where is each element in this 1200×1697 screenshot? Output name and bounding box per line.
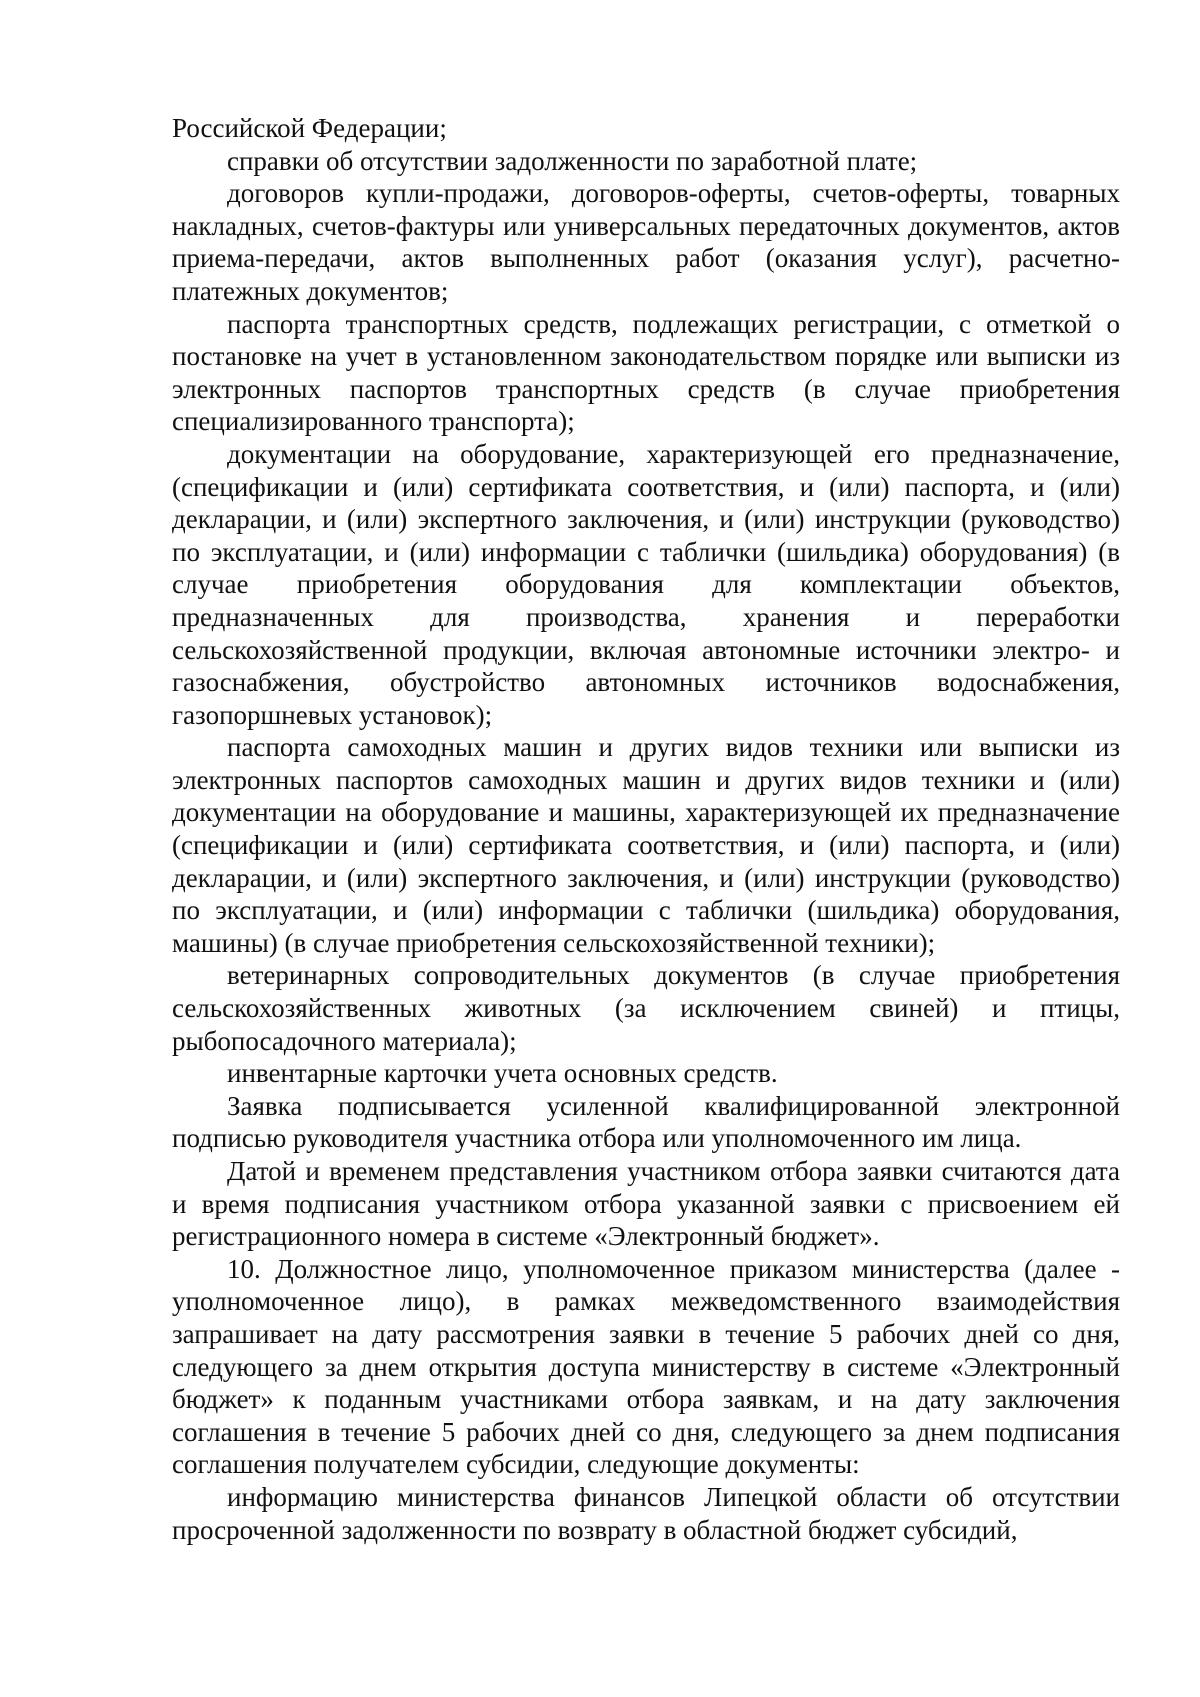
- paragraph-salary-debt-certificate: справки об отсутствии задолженности по заработной плате;: [227, 145, 918, 176]
- paragraph-section-10: 10. Должностное лицо, уполномоченное приказом министерства (далее - уполномоченное лицо), в рамках межведомственного взаимодействия запрашивает на дату рассмотрения заявки в течение 5 рабочих дней со дня, следующего за днем открытия доступа министерству в системе «Электронный бюджет» к поданным участниками отбора заявкам, и на дату заключения соглашения в течение 5 рабочих дней со дня, следующего за днем подписания соглашения получателем субсидии, следующие документы:: [172, 1253, 1120, 1480]
- paragraph-vehicle-passports: паспорта транспортных средств, подлежащих регистрации, с отметкой о постановке на учет в установленном законодательством порядке или выписки из электронных паспортов транспортных средств (в случае приобретения специализированного транспорта);: [172, 308, 1120, 437]
- document-body: [172, 112, 1120, 1546]
- paragraph-purchase-contracts: договоров купли-продажи, договоров-оферты, счетов-оферты, товарных накладных, счетов-фактуры или универсальных передаточных документов, актов приема-передачи, актов выполненных работ (оказания услуг), расчетно-платежных документов;: [172, 178, 1120, 306]
- paragraph-machinery-passports: паспорта самоходных машин и других видов техники или выписки из электронных паспортов самоходных машин и других видов техники и (или) документации на оборудование и машины, характеризующей их предназначение (спецификации и (или) сертификата соответствия, и (или) паспорта, и (или) декларации, и (или) экспертного заключения, и (или) инструкции (руководство) по эксплуатации, и (или) информации с таблички (шильдика) оборудования, машины) (в случае приобретения сельскохозяйственной техники);: [172, 732, 1120, 958]
- paragraph-inventory-cards: инвентарные карточки учета основных средств.: [227, 1058, 778, 1089]
- paragraph-equipment-documentation: документации на оборудование, характеризующей его предназначение, (спецификации и (или) сертификата соответствия, и (или) паспорта, и (или) декларации, и (или) экспертного заключения, и (или) инструкции (руководство) по эксплуатации, и (или) информации с таблички (шильдика) оборудования) (в случае приобретения оборудования для комплектации объектов, предназначенных для производства, хранения и переработки сельскохозяйственной продукции, включая автономные источники электро- и газоснабжения, обустройство автономных источников водоснабжения, газопоршневых установок);: [172, 438, 1120, 730]
- paragraph-continuation: Российской Федерации;: [172, 113, 447, 143]
- paragraph-veterinary-documents: ветеринарных сопроводительных документов (в случае приобретения сельскохозяйственных животных (за исключением свиней) и птицы, рыбопосадочного материала);: [172, 960, 1120, 1056]
- paragraph-submission-date: Датой и временем представления участником отбора заявки считаются дата и время подписания участником отбора указанной заявки с присвоением ей регистрационного номера в системе «Электронный бюджет».: [172, 1156, 1120, 1252]
- paragraph-finance-ministry-info: информацию министерства финансов Липецкой области об отсутствии просроченной задолженности по возврату в областной бюджет субсидий,: [172, 1481, 1120, 1545]
- paragraph-application-signature: Заявка подписывается усиленной квалифицированной электронной подписью руководителя участника отбора или уполномоченного им лица.: [172, 1090, 1120, 1154]
